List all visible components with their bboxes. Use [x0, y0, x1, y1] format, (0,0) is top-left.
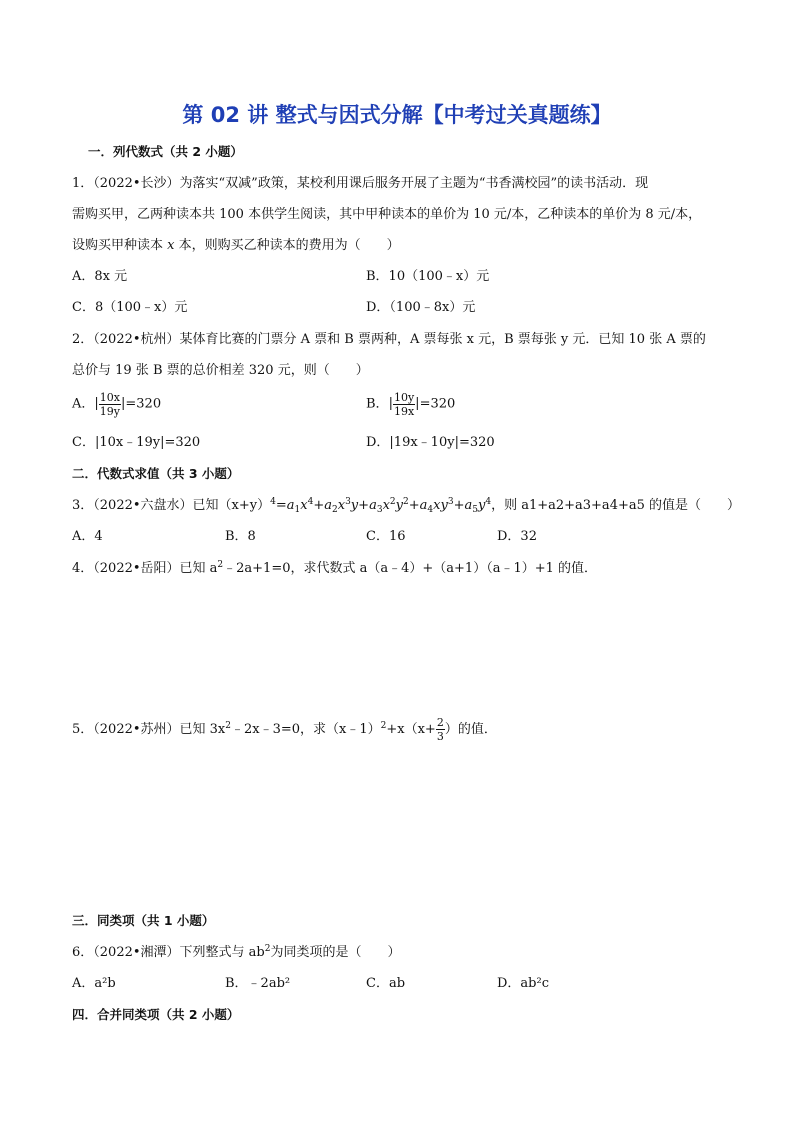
section-heading-1: 一．列代数式（共 2 小题） [88, 144, 243, 159]
question-1-option-d: D．（100﹣8x）元 [366, 300, 476, 315]
question-1-line-3: 设购买甲种读本 x 本，则购买乙种读本的费用为（ ） [72, 238, 400, 253]
question-6-option-a: A．a²b [72, 976, 116, 991]
question-2-option-c: C．|10x﹣19y|=320 [72, 435, 201, 450]
question-2-option-b: B．| $\frac{10y}{19x}$ |=320 [366, 390, 456, 418]
question-6-stem: 6．（2022•湘潭）下列整式与 $ab^2$为同类项的是（ ） [72, 944, 401, 960]
section-heading-4: 四．合并同类项（共 2 小题） [72, 1007, 240, 1022]
question-5-stem: 5．（2022•苏州）已知 $3x^2﹣2x﹣3=0$，求（x﹣1）$^2$+x（x+ $\frac{2}{3}$ ）的值． [72, 716, 497, 743]
question-2-line-2: 总价与 19 张 B 票的总价相差 320 元，则（ ） [72, 363, 369, 378]
section-heading-2: 二．代数式求值（共 3 小题） [72, 466, 240, 481]
question-1-line-1: 1．（2022•长沙）为落实“双减”政策，某校利用课后服务开展了主题为“书香满校园”的读书活动．现 [72, 176, 649, 191]
question-2-line-1: 2．（2022•杭州）某体育比赛的门票分 A 票和 B 票两种，A 票每张 x 元，B 票每张 y 元．已知 10 张 A 票的 [72, 332, 706, 347]
question-3-option-d: D．32 [497, 529, 537, 544]
section-heading-3: 三．同类项（共 1 小题） [72, 913, 215, 928]
question-1-line-2: 需购买甲，乙两种读本共 100 本供学生阅读，其中甲种读本的单价为 10 元/本，乙种读本的单价为 8 元/本， [72, 207, 702, 222]
question-3-option-c: C．16 [366, 529, 406, 544]
question-1-option-b: B．10（100﹣x）元 [366, 269, 490, 284]
question-4-stem: 4．（2022•岳阳）已知 $a^2﹣2a+1=0$，求代数式 a（a﹣4）+（a+1）（a﹣1）+1 的值． [72, 560, 598, 576]
page-title: 第 02 讲 整式与因式分解【中考过关真题练】 [182, 103, 612, 127]
question-2-option-d: D．|19x﹣10y|=320 [366, 435, 495, 450]
question-6-option-c: C．ab [366, 976, 406, 991]
question-6-option-d: D．ab²c [497, 976, 549, 991]
question-1-option-a: A．8x 元 [72, 269, 128, 284]
question-6-option-b: B．﹣2ab² [225, 976, 291, 991]
question-2-option-a: A．| $\frac{10x}{19y}$ |=320 [72, 390, 162, 418]
question-1-option-c: C．8（100﹣x）元 [72, 300, 188, 315]
question-3-stem: 3．（2022•六盘水）已知$(x+y)^4=a_1x^4+a_2x^3y+a_3x^2y^2+a_4xy^3+a_5y^4$，则 a1+a2+a3+a4+a5 的值是（ ） [72, 497, 741, 515]
question-3-option-a: A．4 [72, 529, 103, 544]
question-3-option-b: B．8 [225, 529, 256, 544]
